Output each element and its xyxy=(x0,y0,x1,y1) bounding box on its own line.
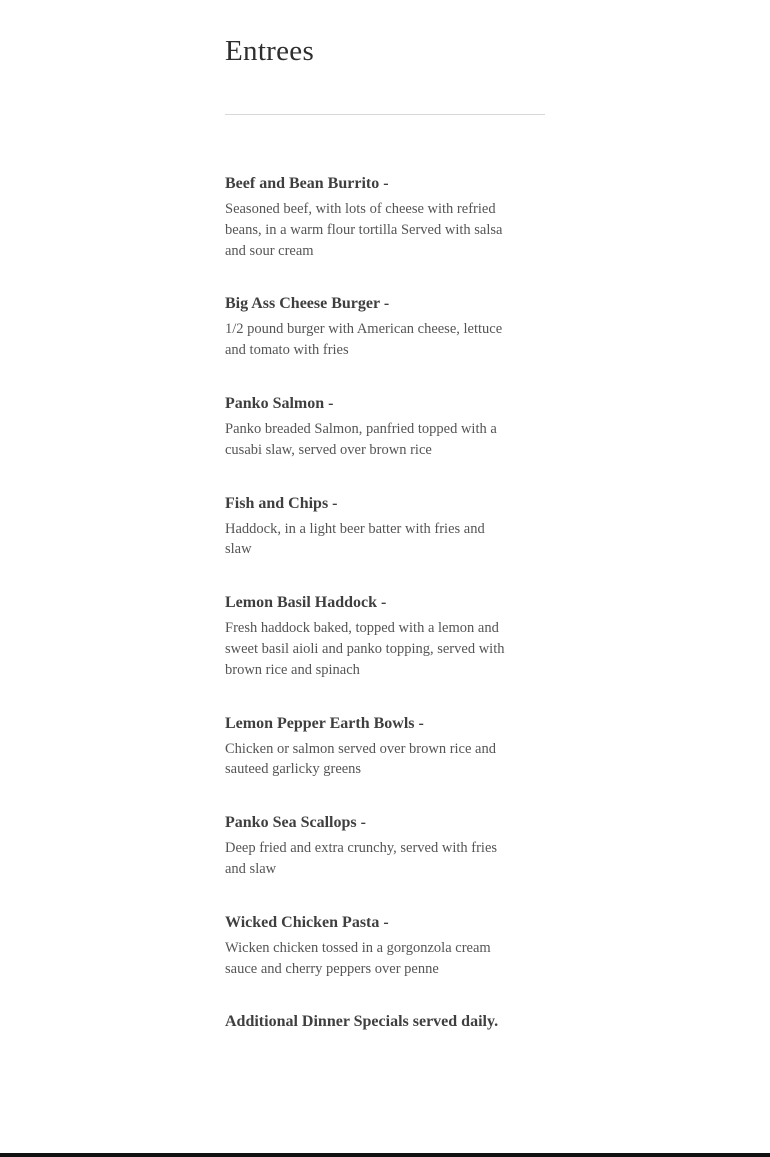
menu-item-description: Deep fried and extra crunchy, served with fries and slaw xyxy=(225,840,498,877)
menu-item xyxy=(225,713,545,781)
menu-item-name: Lemon Basil Haddock - xyxy=(225,594,387,612)
menu-item xyxy=(225,912,545,980)
menu-item-description: Seasoned beef, with lots of cheese with refried beans, in a warm flour tortilla Served with salsa and sour cream xyxy=(225,201,503,259)
menu-item-description: 1/2 pound burger with American cheese, lettuce and tomato with fries xyxy=(225,321,503,359)
bottom-border-bar xyxy=(0,1153,770,1157)
menu-item-description: Haddock, in a light beer batter with fries and slaw xyxy=(225,520,485,558)
menu-item-description: Chicken or salmon served over brown rice and sauteed garlicky greens xyxy=(225,740,496,778)
title-divider xyxy=(225,114,545,115)
page-title: Entrees xyxy=(225,35,315,67)
menu-item-description: Panko breaded Salmon, panfried topped with a cusabi slaw, served over brown rice xyxy=(225,420,497,458)
menu-item-name: Big Ass Cheese Burger - xyxy=(225,295,390,313)
menu-list xyxy=(225,173,545,979)
menu-item-description: Fresh haddock baked, topped with a lemon and sweet basil aioli and panko topping, served with brown rice and spinach xyxy=(225,620,505,678)
menu-item-name: Beef and Bean Burrito - xyxy=(225,175,389,192)
menu-item xyxy=(225,592,545,680)
menu-item xyxy=(225,493,545,561)
menu-item-name: Panko Salmon - xyxy=(225,394,334,412)
menu-content xyxy=(225,0,545,1033)
menu-item-name: Lemon Pepper Earth Bowls - xyxy=(225,714,424,732)
specials-note: Additional Dinner Specials served daily. xyxy=(225,1013,499,1031)
menu-item-name: Panko Sea Scallops - xyxy=(225,814,366,832)
menu-item xyxy=(225,293,545,361)
menu-item-name: Wicked Chicken Pasta - xyxy=(225,913,389,931)
menu-item-name: Fish and Chips - xyxy=(225,494,338,512)
menu-item xyxy=(225,173,545,261)
menu-item xyxy=(225,812,545,880)
menu-item xyxy=(225,393,545,461)
menu-item-description: Wicken chicken tossed in a gorgonzola cream sauce and cherry peppers over penne xyxy=(225,939,491,977)
